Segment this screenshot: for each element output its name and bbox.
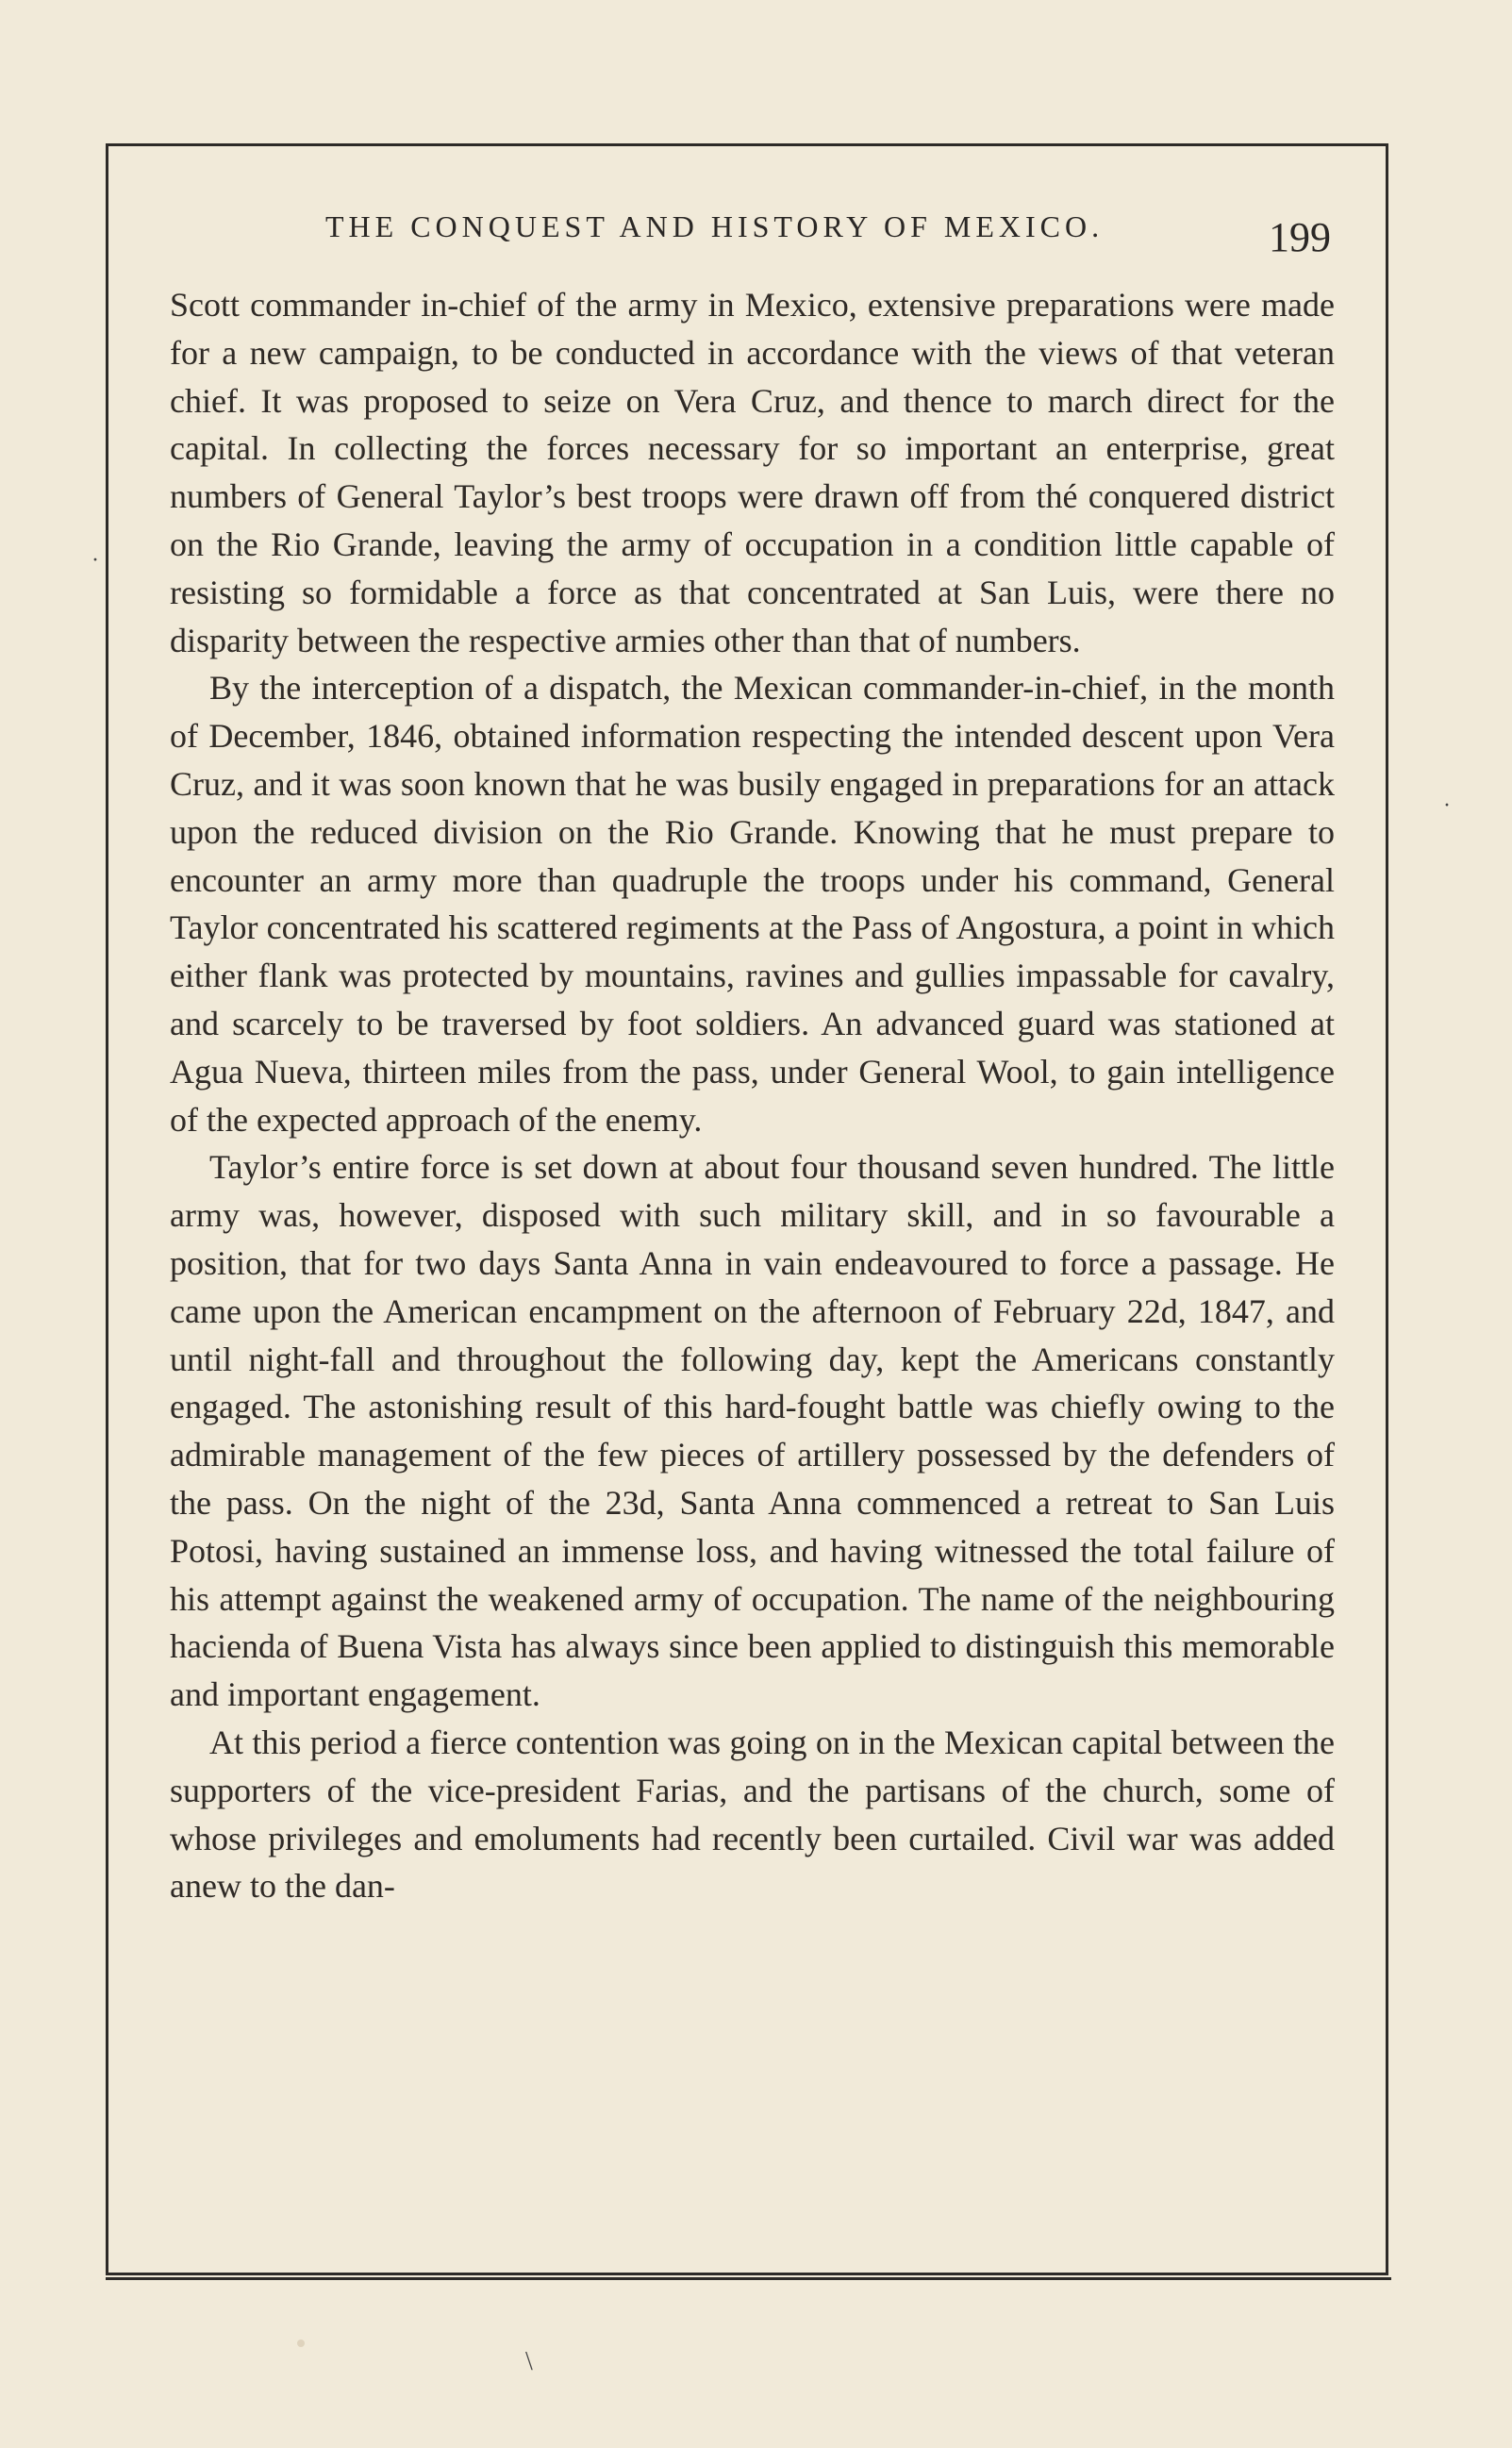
running-head: THE CONQUEST AND HISTORY OF MEXICO. [325, 209, 1105, 243]
paragraph-1: Scott commander in-chief of the army in Mexico, extensive preparations were made for a new campaign, to be conducted in accordance with the views of that veteran chief. It was proposed to seize on Vera Cruz, and thence to march direct for the capital. In collecting the forces necessary for so important an enterprise, great numbers of General Taylor’s best troops were drawn off from thé conquered district on the Rio Grande, leaving the army of occupation in a condition little capable of resisting so formidable a force as that concentrated at San Luis, were there no disparity between the respective armies other than that of numbers. [170, 286, 1335, 659]
margin-mark-right: · [1443, 793, 1451, 818]
page-number: 199 [1269, 214, 1331, 260]
margin-mark-left: · [91, 548, 99, 573]
bottom-slash-mark: \ [525, 2347, 533, 2376]
paragraph-3: Taylor’s entire force is set down at about four thousand seven hundred. The little army was, however, disposed with such military skill, and in so favourable a position, that for two days Santa Anna in vain endeavoured to force a passage. He came upon the American encampment on the afternoon of February 22d, 1847, and until night-fall and throughout the following day, kept the Americans constantly engaged. The astonishing result of this hard-fought battle was chiefly owing to the admirable management of the few pieces of artillery possessed by the defenders of the pass. On the night of the 23d, Santa Anna commenced a retreat to San Luis Potosi, having sustained an immense loss, and having witnessed the total failure of his attempt against the weakened army of occupation. The name of the neighbouring hacienda of Buena Vista has always since been applied to distinguish this memorable and important engagement. [170, 1148, 1335, 1714]
paragraph-2: By the interception of a dispatch, the Mexican commander-in-chief, in the month of December, 1846, obtained information respecting the intended descent upon Vera Cruz, and it was soon known that he was busily engaged in preparations for an attack upon the reduced division on the Rio Grande. Knowing that he must prepare to encounter an army more than quadruple the troops under his command, General Taylor concentrated his scattered regiments at the Pass of Angostura, a point in which either flank was protected by mountains, ravines and gullies impassable for cavalry, and scarcely to be traversed by foot soldiers. An advanced guard was stationed at Agua Nueva, thirteen miles from the pass, under General Wool, to gain intelligence of the expected approach of the enemy. [170, 669, 1335, 1139]
body-text [170, 281, 1335, 1910]
paper-stain [297, 2340, 305, 2347]
paragraph-4: At this period a fierce contention was going on in the Mexican capital between the supporters of the vice-president Farias, and the partisans of the church, some of whose privileges and emoluments had recently been curtailed. Civil war was added anew to the dan- [170, 1723, 1335, 1906]
